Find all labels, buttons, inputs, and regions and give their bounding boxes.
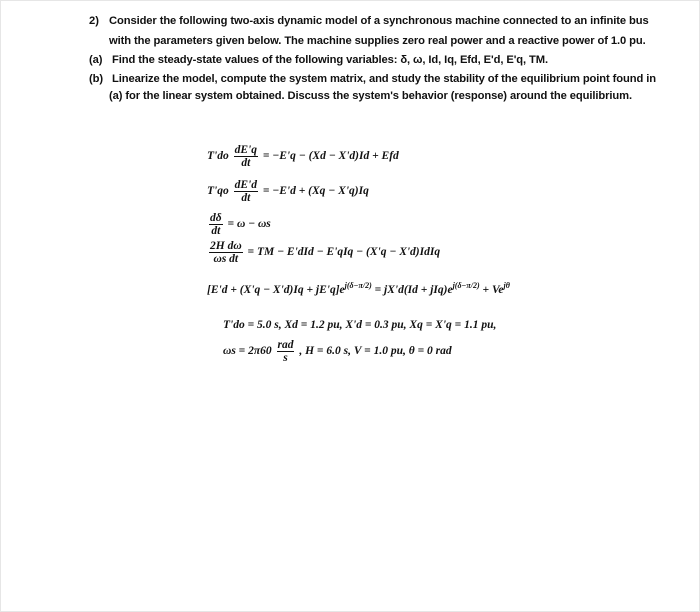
equation-2-rhs: = −E'd + (Xq − X'q)Iq xyxy=(262,185,369,198)
equation-5-exponent-3: jθ xyxy=(503,281,510,290)
question-number: 2) xyxy=(89,15,99,27)
part-a-label: (a) xyxy=(89,54,103,66)
parameters-line1: T'do = 5.0 s, Xd = 1.2 pu, X'd = 0.3 pu, Xq = X'q = 1.1 pu, xyxy=(223,319,497,331)
equation-5-lhs: [E'd + (X'q − X'd)Iq + jE'q]e xyxy=(207,284,345,296)
equation-2-fraction xyxy=(234,179,258,204)
equation-3-denominator: dt xyxy=(211,225,221,237)
part-b xyxy=(89,73,656,85)
parameters-line2 xyxy=(223,339,452,364)
problem-statement-line2: with the parameters given below. The machine supplies zero real power and a reactive power of 1.0 pu. xyxy=(109,35,646,47)
equation-2-numerator: dE'd xyxy=(234,179,257,191)
parameters-line2-lhs: ωs = 2π60 xyxy=(223,345,272,358)
equation-2-denominator: dt xyxy=(241,192,251,204)
parameters-rad-per-s-fraction xyxy=(277,339,295,364)
equation-4-rhs: = TM − E'dId − E'qIq − (X'q − X'd)IdIq xyxy=(247,246,441,259)
parameters-s-denominator: s xyxy=(283,352,288,364)
equation-5-exponent-1: j(δ−π/2) xyxy=(344,281,372,290)
equation-1-lhs: T'do xyxy=(207,150,229,163)
part-b-label: (b) xyxy=(89,73,103,85)
equation-2 xyxy=(207,179,369,204)
part-a-text: Find the steady-state values of the following variables: δ, ω, Id, Iq, Efd, E'd, E'q, TM. xyxy=(112,54,548,66)
equation-1-denominator: dt xyxy=(241,157,251,169)
equation-4-denominator: ωs dt xyxy=(213,253,239,265)
equation-1-fraction xyxy=(234,144,258,169)
equation-4 xyxy=(207,240,440,265)
equation-3 xyxy=(207,212,271,237)
equation-5 xyxy=(207,281,510,296)
equation-5-rhs: + Ve xyxy=(479,284,504,296)
equation-2-lhs: T'qo xyxy=(207,185,229,198)
equation-3-numerator: dδ xyxy=(210,212,222,224)
part-b-line2: (a) for the linear system obtained. Discuss the system's behavior (response) around the equilibrium. xyxy=(109,90,632,102)
equation-3-rhs: = ω − ωs xyxy=(227,218,271,231)
equation-1-rhs: = −E'q − (Xd − X'd)Id + Efd xyxy=(262,150,399,163)
equation-1 xyxy=(207,144,399,169)
equation-4-fraction xyxy=(209,240,243,265)
part-a xyxy=(89,54,548,66)
equation-1-numerator: dE'q xyxy=(234,144,257,156)
parameters-line2-rhs: , H = 6.0 s, V = 1.0 pu, θ = 0 rad xyxy=(299,345,452,358)
equation-5-exponent-2: j(δ−π/2) xyxy=(452,281,480,290)
equation-5-mid: = jX'd(Id + jIq)e xyxy=(371,284,453,296)
parameters-rad-numerator: rad xyxy=(277,339,294,351)
part-b-line1: Linearize the model, compute the system matrix, and study the stability of the equilibrium point found in xyxy=(112,73,656,85)
equation-4-numerator: 2H dω xyxy=(210,240,242,252)
equation-3-fraction xyxy=(209,212,223,237)
problem-statement-line1: Consider the following two-axis dynamic model of a synchronous machine connected to an infinite bus xyxy=(109,15,649,27)
